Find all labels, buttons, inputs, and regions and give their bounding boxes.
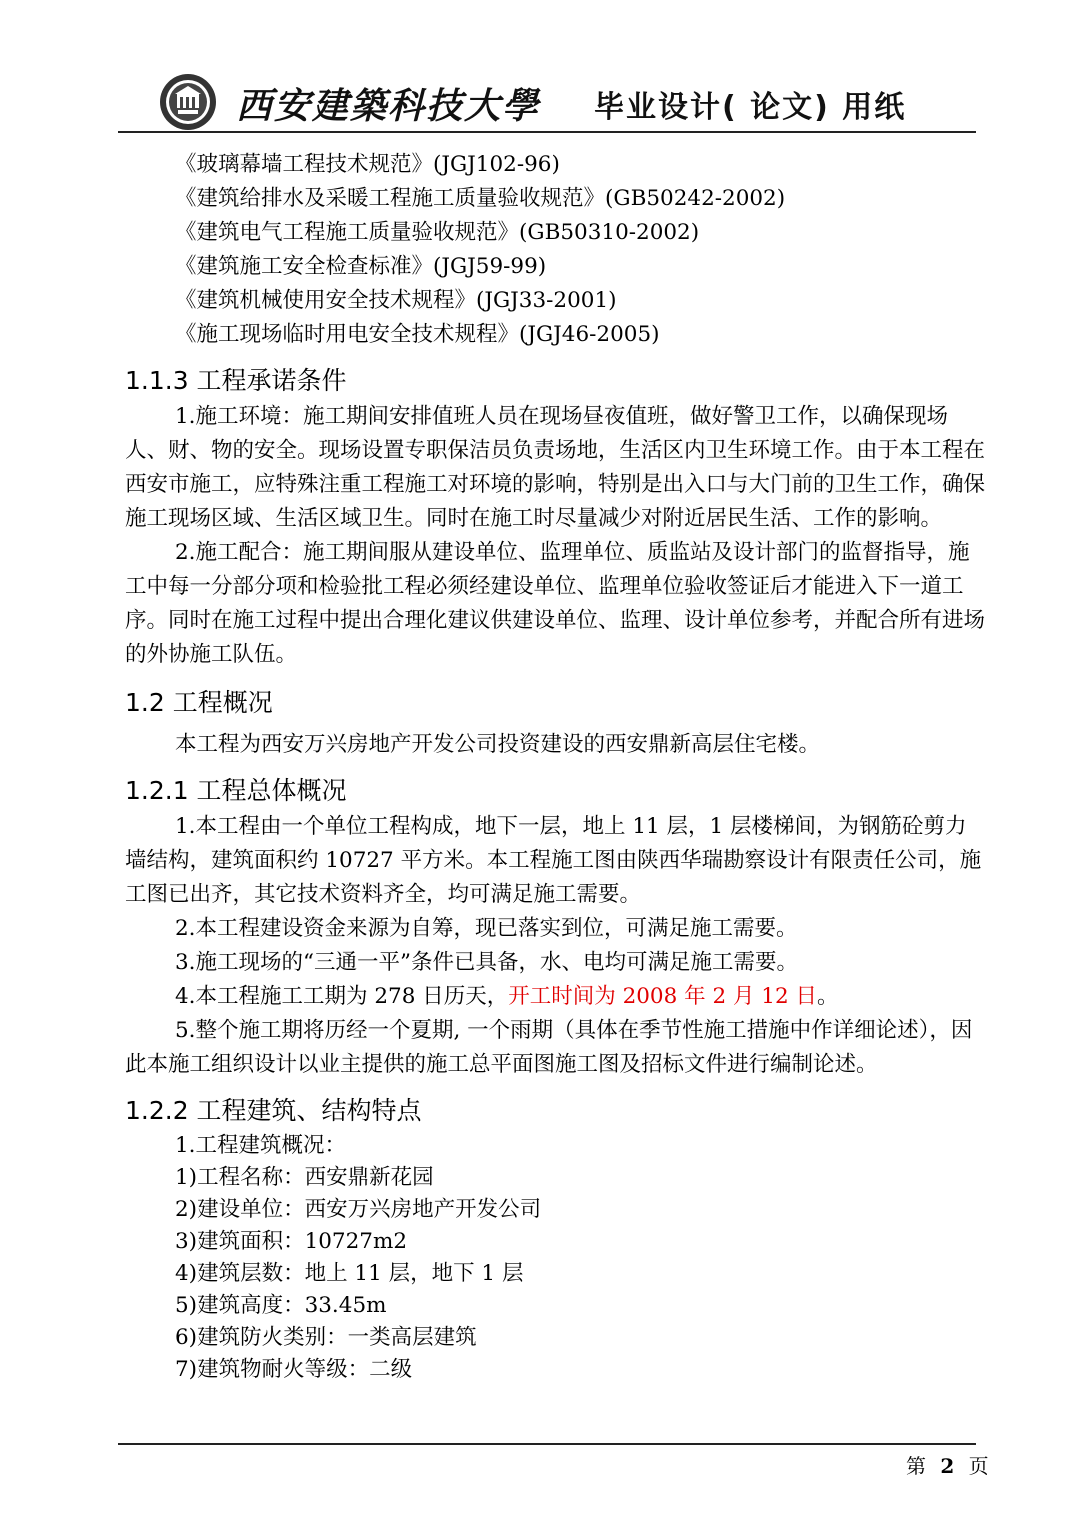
list-item: 2)建设单位：西安万兴房地产开发公司 [175, 1197, 542, 1222]
list-item: 7)建筑物耐火等级：二级 [175, 1357, 413, 1382]
reference-list [125, 148, 985, 352]
header-divider [118, 131, 976, 133]
duration-text: 4.本工程施工工期为 278 日历天， [175, 984, 509, 1009]
reference-item: 《施工现场临时用电安全技术规程》(JGJ46-2005) [175, 322, 660, 347]
list-item: 4)建筑层数：地上 11 层，地下 1 层 [175, 1261, 524, 1286]
paragraph-construction-coordination: 2.施工配合：施工期间服从建设单位、监理单位、质监站及设计部门的监督指导，施工中每一分部分项和检验批工程必须经建设单位、监理单位验收签证后才能进入下一道工序。同时在施工过程中提出合理化建议供建设单位、监理、设计单位参考，并配合所有进场的外协施工队伍。 [125, 540, 986, 667]
section-heading-1-2-1: 1.2.1 工程总体概况 [125, 776, 347, 805]
section-heading-1-2-2: 1.2.2 工程建筑、结构特点 [125, 1096, 422, 1125]
section-heading-1-1-3: 1.1.3 工程承诺条件 [125, 366, 347, 395]
reference-item: 《建筑机械使用安全技术规程》(JGJ33-2001) [175, 288, 617, 313]
page-number [906, 1450, 993, 1479]
paragraph-construction-environment: 1.施工环境：施工期间安排值班人员在现场昼夜值班，做好警卫工作，以确保现场人、财、物的安全。现场设置专职保洁员负责场地，生活区内卫生环境工作。由于本工程在西安市施工，应特殊注重工程施工对环境的影响，特别是出入口与大门前的卫生工作，确保施工现场区域、生活区域卫生。同时在施工时尽量减少对附近居民生活、工作的影响。 [125, 404, 986, 531]
reference-item: 《建筑电气工程施工质量验收规范》(GB50310-2002) [175, 220, 700, 245]
university-seal-logo [158, 72, 218, 132]
university-name: 西安建築科技大學 [236, 85, 541, 127]
reference-item: 《建筑施工安全检查标准》(JGJ59-99) [175, 254, 547, 279]
building-facts-list [125, 1162, 985, 1386]
list-item: 1)工程名称：西安鼎新花园 [175, 1165, 434, 1190]
reference-item: 《建筑给排水及采暖工程施工质量验收规范》(GB50242-2002) [175, 186, 786, 211]
building-overview-intro: 1.工程建筑概况： [175, 1133, 347, 1158]
start-date-highlight: 开工时间为 2008 年 2 月 12 日 [508, 984, 817, 1009]
list-item: 3)建筑面积：10727m2 [175, 1229, 408, 1254]
page-prefix: 第 [906, 1454, 930, 1478]
list-item: 5)建筑高度：33.45m [175, 1293, 387, 1318]
paragraph-overview-1: 1.本工程由一个单位工程构成，地下一层，地上 11 层，1 层楼梯间，为钢筋砼剪力墙结构，建筑面积约 10727 平方米。本工程施工图由陕西华瑞勘察设计有限责任公司，施工图已出齐，其它技术资料齐全，均可满足施工需要。 [125, 814, 982, 907]
page-suffix: 页 [968, 1454, 993, 1478]
paper-type-label: 毕业设计( 论文) 用纸 [594, 90, 907, 125]
paragraph-overview-4 [125, 980, 985, 1014]
paragraph-overview-3: 3.施工现场的“三通一平”条件已具备，水、电均可满足施工需要。 [175, 950, 798, 975]
paragraph-project-summary: 本工程为西安万兴房地产开发公司投资建设的西安鼎新高层住宅楼。 [175, 732, 821, 757]
section-heading-1-2: 1.2 工程概况 [125, 688, 273, 717]
paragraph-overview-5: 5.整个施工期将历经一个夏期, 一个雨期（具体在季节性施工措施中作详细论述），因此本施工组织设计以业主提供的施工总平面图施工图及招标文件进行编制论述。 [125, 1018, 973, 1077]
reference-item: 《玻璃幕墙工程技术规范》(JGJ102-96) [175, 152, 560, 177]
sentence-end: 。 [817, 984, 839, 1009]
list-item: 6)建筑防火类别：一类高层建筑 [175, 1325, 477, 1350]
paragraph-overview-2: 2.本工程建设资金来源为自筹，现已落实到位，可满足施工需要。 [175, 916, 798, 941]
page-number-value: 2 [940, 1454, 959, 1478]
document-body [125, 148, 985, 1386]
footer-divider [118, 1443, 976, 1445]
page-header [118, 60, 976, 132]
